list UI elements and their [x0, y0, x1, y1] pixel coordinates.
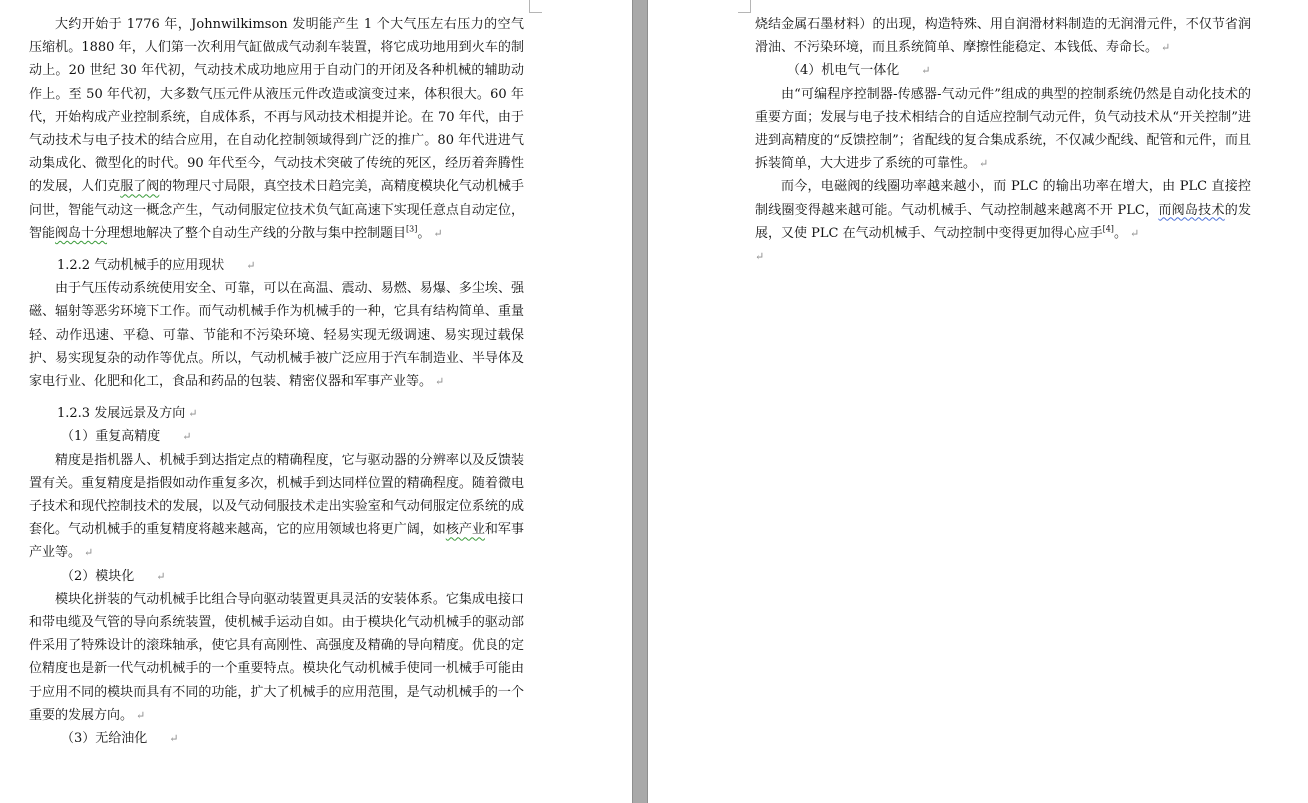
paragraph-mark-icon: ↵ [755, 250, 765, 264]
paragraph-mark-icon: ↵ [156, 569, 166, 583]
paragraph-mark-icon: ↵ [435, 375, 445, 389]
paragraph-application-status[interactable]: 由于气压传动系统使用安全、可靠，可以在高温、震动、易燃、易爆、多尘埃、强磁、辐射等恶劣环境下工作。而气动机械手作为机械手的一种，它具有结构简单、重量轻、动作迅速、平稳、可靠、节能和不污染环境、轻易实现无级调速、易实现过载保护、易实现复杂的动作等优点。所以，气动机械手被广泛应用于汽车制造业、半导体及家电行业、化肥和化工，食品和药品的包装、精密仪器和军事产业等。 ↵ [29, 281, 524, 390]
page-body-left[interactable] [29, 13, 524, 750]
list-item-mechatronics[interactable]: （4）机电气一体化 ↵ [787, 63, 931, 79]
paragraph-mark-icon: ↵ [84, 546, 94, 560]
paragraph-modular[interactable]: 模块化拼装的气动机械手比组合导向驱动装置更具灵活的安装体系。它集成电接口和带电缆及气管的导向系统装置，使机械手运动自如。由于模块化气动机械手的驱动部件采用了特殊设计的滚珠轴承，使它具有高刚性、高强度及精确的导向精度。优良的定位精度也是新一代气动机械手的一个重要特点。模块化气动机械手使同一机械手可能由于应用不同的模块而具有不同的功能，扩大了机械手的应用范围，是气动机械手的一个重要的发展方向。 ↵ [29, 591, 524, 723]
paragraph-mark-icon: ↵ [188, 407, 198, 421]
paragraph-mark-icon: ↵ [433, 226, 443, 240]
section-heading-1-2-3[interactable]: 1.2.3 发展远景及方向 ↵ [57, 406, 198, 422]
margin-corner-mark [738, 0, 751, 13]
paragraph-mark-icon: ↵ [1129, 226, 1140, 240]
list-item-oil-free[interactable]: （3）无给油化 ↵ [61, 731, 179, 747]
grammar-flag[interactable]: 阀岛十分 [55, 225, 108, 241]
paragraph-mark-icon: ↵ [136, 708, 146, 722]
citation-ref: [3] [406, 224, 418, 234]
grammar-flag[interactable]: 服了阀 [120, 179, 160, 195]
list-item-repeat-precision[interactable]: （1）重复高精度 ↵ [61, 429, 192, 445]
paragraph-mark-icon: ↵ [979, 157, 989, 171]
grammar-flag[interactable]: 而阀岛技术 [1158, 202, 1225, 218]
paragraph-mark-icon: ↵ [169, 732, 179, 746]
document-page-right [648, 0, 1308, 803]
paragraph-mark-icon: ↵ [246, 259, 256, 273]
paragraph-mechatronics[interactable]: 由“可编程序控制器-传感器-气动元件”组成的典型的控制系统仍然是自动化技术的重要方面；发展与电子技术相结合的自适应控制气动元件，负气动技术从“开关控制”进进到高精度的“反馈控制”；省配线的复合集成系统，不仅减少配线、配管和元件，而且拆装简单，大大进步了系统的可靠性。 ↵ [755, 86, 1251, 172]
paragraph-history[interactable]: 大约开始于 1776 年，Johnwilkimson 发明能产生 1 个大气压左右压力的空气压缩机。1880 年，人们第一次利用气缸做成气动刹车装置，将它成功地用到火车的制动上。20 世纪 30 年代初，气动技术成功地应用于自动门的开闭及各种机械的辅助动作上。至 50 年代初，大多数气压元件从液压元件改造或演变过来，体积很大。60 年代，开始构成产业控制系统，自成体系，不再与风动技术相提并论。在 70 年代，由于气动技术与电子技术的结合应用，在自动化控制领域得到广泛的推广。80 年代进进气动集成化、微型化的时代。90 年代至今，气动技术突破了传统的死区，经历着奔腾性的发展，人们克服了阀的物理尺寸局限，真空技术日趋完美，高精度模块化气动机械手问世，智能气动这一概念产生，气动伺服定位技术负气缸高速下实现任意点自动定位，智能阀岛十分理想地解决了整个自动生产线的分散与集中控制题目[3]。 ↵ [29, 17, 524, 241]
empty-paragraph[interactable] [755, 245, 1251, 268]
paragraph-mark-icon: ↵ [1161, 41, 1171, 55]
citation-ref: [4] [1102, 224, 1114, 234]
section-heading-1-2-2[interactable]: 1.2.2 气动机械手的应用现状 ↵ [57, 258, 256, 274]
paragraph-plc[interactable]: 而今，电磁阀的线圈功率越来越小，而 PLC 的输出功率在增大，由 PLC 直接控制线圈变得越来越可能。气动机械手、气动控制越来越离不开 PLC，而阀岛技术的发展，又使 PLC 在气动机械手、气动控制中变得更加得心应手[4]。 ↵ [755, 179, 1251, 241]
paragraph-mark-icon: ↵ [182, 430, 192, 444]
page-gap-divider [632, 0, 648, 803]
paragraph-mark-icon: ↵ [921, 64, 931, 78]
grammar-flag[interactable]: 核产业 [445, 522, 485, 538]
page-body-right[interactable] [755, 13, 1251, 268]
margin-corner-mark [529, 0, 542, 13]
list-item-modular[interactable]: （2）模块化 ↵ [61, 568, 166, 584]
paragraph-oil-free-continued[interactable]: 烧结金属石墨材料）的出现，构造特殊、用自润滑材料制造的无润滑元件，不仅节省润滑油、不污染环境，而且系统简单、摩擦性能稳定、本钱低、寿命长。 ↵ [755, 17, 1251, 56]
document-page-left [0, 0, 632, 803]
paragraph-precision[interactable]: 精度是指机器人、机械手到达指定点的精确程度，它与驱动器的分辨率以及反馈装置有关。重复精度是指假如动作重复多次，机械手到达同样位置的精确程度。随着微电子技术和现代控制技术的发展，以及气动伺服技术走出实验室和气动伺服定位系统的成套化。气动机械手的重复精度将越来越高，它的应用领域也将更广阔，如核产业和军事产业等。 ↵ [29, 452, 524, 561]
